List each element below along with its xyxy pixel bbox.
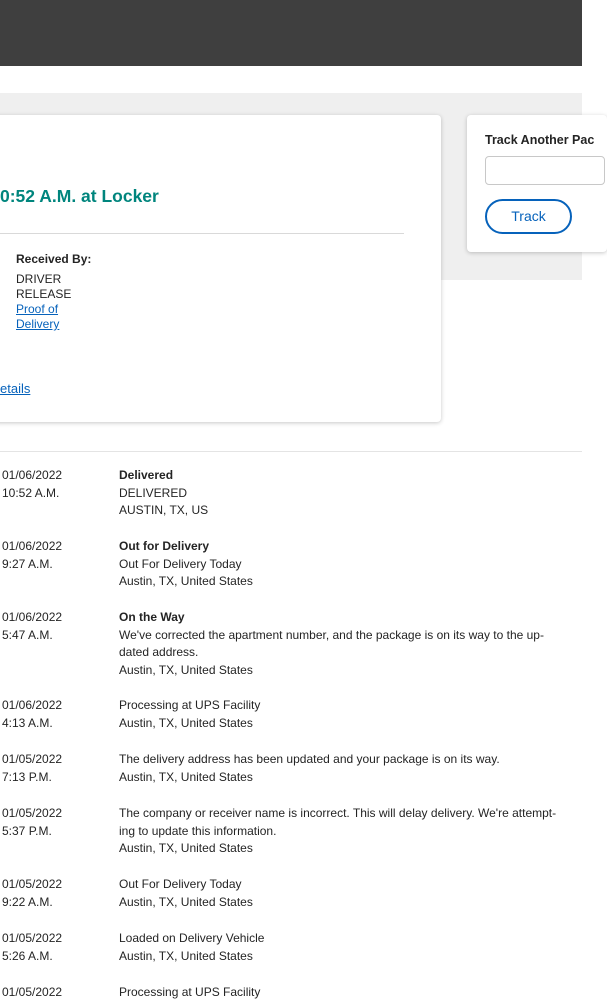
event-time: 10:52 A.M. [2,485,60,500]
event-datetime [2,467,62,502]
track-button[interactable]: Track [485,199,572,234]
event-detail-line: Austin, TX, United States [119,715,253,730]
event-title: Processing at UPS Facility [119,985,261,999]
event-date: 01/06/2022 [2,698,63,712]
event-time: 4:13 A.M. [2,715,53,730]
event-detail-line: Austin, TX, United States [119,769,253,784]
event-detail-line: DELIVERED [119,485,188,500]
event-date: 01/05/2022 [2,931,63,945]
event-date: 01/05/2022 [2,752,63,766]
event-time: 5:47 A.M. [2,627,53,642]
event-description [119,538,559,591]
event-date: 01/05/2022 [2,806,63,820]
event-title: On the Way [119,610,185,624]
event-description [119,467,559,520]
received-by-value-line-1: DRIVER [16,272,62,286]
event-title: Out for Delivery [119,539,210,553]
event-description [119,876,559,911]
track-another-title: Track Another Pac [485,133,595,147]
event-time: 9:27 A.M. [2,556,53,571]
event-date: 01/05/2022 [2,877,63,891]
event-detail-line: Austin, TX, United States [119,574,253,588]
received-by-value-line-2: RELEASE [16,287,72,301]
event-datetime [2,751,62,786]
delivery-status-card [0,115,441,422]
event-detail-line: Austin, TX, United States [119,841,253,855]
event-title: Loaded on Delivery Vehicle [119,931,265,945]
proof-of-delivery-link[interactable]: Proof of [16,302,59,316]
event-description [119,697,559,732]
history-divider [0,451,582,452]
card-divider [0,233,404,234]
event-datetime [2,930,62,965]
event-detail-line: AUSTIN, TX, US [119,503,209,517]
event-title: The delivery address has been updated and your package is on its way. [119,752,500,766]
event-description [119,751,559,786]
event-description [119,805,559,858]
event-datetime [2,984,62,1002]
event-datetime [2,609,62,644]
top-navigation-bar [0,0,582,66]
event-datetime [2,805,62,840]
event-description [119,984,559,1002]
event-description [119,609,559,679]
event-time: 5:37 P.M. [2,823,52,838]
proof-of-delivery-link-line-2[interactable]: Delivery [16,317,60,331]
event-detail-line: Austin, TX, United States [119,894,253,909]
track-another-package-card [467,115,607,252]
view-details-link[interactable]: etails [0,381,31,396]
event-date: 01/06/2022 [2,539,63,553]
event-detail-line: dated address. [119,645,199,659]
delivery-status-heading: 0:52 A.M. at Locker [0,186,159,206]
received-by-label: Received By: [16,252,92,266]
event-detail-line: ing to update this information. [119,823,277,838]
event-date: 01/06/2022 [2,468,63,482]
event-detail-line: We've corrected the apartment number, and the package is on its way to the up- [119,627,544,642]
sub-header-strip [0,66,582,93]
event-title: The company or receiver name is incorrect. This will delay delivery. We're attempt- [119,806,557,820]
event-detail-line: Out For Delivery Today [119,556,242,571]
tracking-number-input[interactable] [485,156,605,185]
event-detail-line: Austin, TX, United States [119,662,253,677]
event-datetime [2,876,62,911]
event-time: 7:13 P.M. [2,769,52,784]
event-time: 9:22 A.M. [2,894,53,909]
event-date: 01/06/2022 [2,610,63,624]
event-description [119,930,559,965]
event-detail-line: Austin, TX, United States [119,948,253,963]
event-date: 01/05/2022 [2,985,63,999]
event-title: Delivered [119,468,174,482]
event-datetime [2,538,62,573]
event-title: Processing at UPS Facility [119,698,261,712]
event-time: 5:26 A.M. [2,948,53,963]
event-title: Out For Delivery Today [119,877,242,891]
event-datetime [2,697,62,732]
